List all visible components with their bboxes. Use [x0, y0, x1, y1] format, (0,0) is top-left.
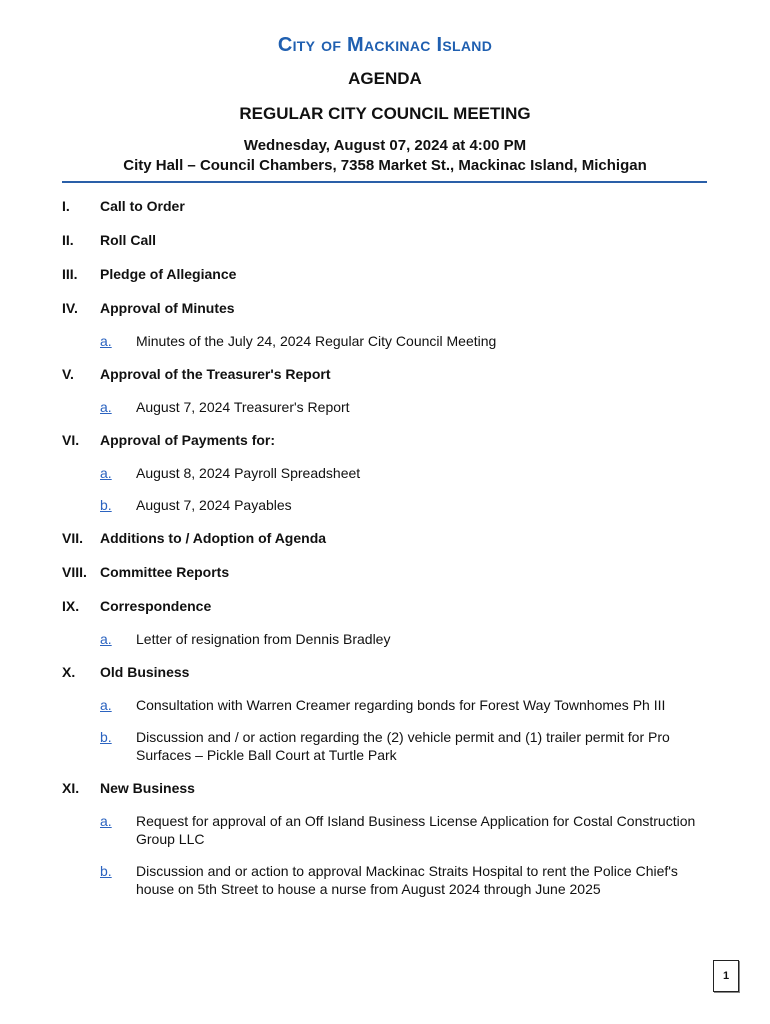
agenda-item-number: VII.: [62, 530, 84, 546]
agenda-item: [62, 264, 707, 284]
agenda-subitem: [62, 464, 707, 482]
agenda-subitem: [62, 696, 707, 714]
agenda-item: [62, 596, 707, 648]
agenda-subitem: [62, 332, 707, 350]
agenda-item-number: IX.: [62, 598, 80, 614]
agenda-item-number: III.: [62, 266, 78, 282]
meeting-location: City Hall – Council Chambers, 7358 Market St., Mackinac Island, Michigan: [123, 157, 647, 174]
agenda-list: [62, 196, 707, 912]
header-divider: [62, 181, 707, 183]
agenda-subitem-link[interactable]: a.: [100, 399, 112, 415]
agenda-item: [62, 562, 707, 582]
agenda-item-title: Roll Call: [100, 232, 157, 248]
agenda-subitem-link[interactable]: b.: [100, 497, 112, 513]
agenda-item-title: Approval of Minutes: [100, 300, 235, 316]
agenda-item: [62, 662, 707, 764]
agenda-subitem-link[interactable]: b.: [100, 729, 112, 745]
agenda-item-number: XI.: [62, 780, 80, 796]
agenda-subitem-text: Discussion and / or action regarding the (2) vehicle permit and (1) trailer permit for Pro Surfaces – Pickle Ball Court at Turtle Park: [136, 729, 670, 763]
agenda-subitem-text: Discussion and or action to approval Mackinac Straits Hospital to rent the Police Chief's house on 5th Street to house a nurse from August 2024 through June 2025: [136, 863, 678, 897]
agenda-item-heading: [62, 778, 707, 798]
agenda-item-title: Old Business: [100, 664, 190, 680]
agenda-item-title: Additions to / Adoption of Agenda: [100, 530, 327, 546]
agenda-subitem-link[interactable]: a.: [100, 813, 112, 829]
agenda-subitem: [62, 630, 707, 648]
city-title: City of Mackinac Island: [277, 34, 493, 56]
agenda-heading: AGENDA: [348, 69, 422, 88]
agenda-subitem: [62, 812, 707, 848]
agenda-subitem-link[interactable]: a.: [100, 465, 112, 481]
agenda-subitem: [62, 862, 707, 898]
agenda-item-number: V.: [62, 366, 74, 382]
agenda-item-number: VIII.: [62, 564, 87, 580]
agenda-subitem: [62, 728, 707, 764]
agenda-subitem: [62, 496, 707, 514]
agenda-item-title: Pledge of Allegiance: [100, 266, 237, 282]
agenda-item: [62, 778, 707, 898]
agenda-item: [62, 196, 707, 216]
agenda-item-title: Approval of the Treasurer's Report: [100, 366, 331, 382]
meeting-title: REGULAR CITY COUNCIL MEETING: [239, 104, 531, 123]
agenda-item-title: Committee Reports: [100, 564, 230, 580]
agenda-item-heading: [62, 264, 707, 284]
agenda-subitem-link[interactable]: a.: [100, 333, 112, 349]
agenda-item: [62, 230, 707, 250]
agenda-item-heading: [62, 196, 707, 216]
agenda-item-heading: [62, 662, 707, 682]
agenda-item-heading: [62, 562, 707, 582]
agenda-item: [62, 528, 707, 548]
agenda-item-heading: [62, 430, 707, 450]
agenda-item-heading: [62, 528, 707, 548]
agenda-item-heading: [62, 230, 707, 250]
agenda-item-number: VI.: [62, 432, 80, 448]
agenda-subitem-text: Minutes of the July 24, 2024 Regular City Council Meeting: [136, 333, 497, 349]
agenda-item-number: II.: [62, 232, 74, 248]
agenda-item-heading: [62, 298, 707, 318]
agenda-item-heading: [62, 596, 707, 616]
agenda-subitem-text: August 8, 2024 Payroll Spreadsheet: [136, 465, 361, 481]
agenda-item: [62, 298, 707, 350]
agenda-item-title: Call to Order: [100, 198, 185, 214]
agenda-subitem-text: August 7, 2024 Payables: [136, 497, 292, 513]
agenda-subitem-text: Request for approval of an Off Island Business License Application for Costal Construction Group LLC: [136, 813, 696, 847]
agenda-item-number: IV.: [62, 300, 78, 316]
agenda-item-title: Approval of Payments for:: [100, 432, 276, 448]
meeting-date: Wednesday, August 07, 2024 at 4:00 PM: [243, 137, 527, 154]
agenda-item-heading: [62, 364, 707, 384]
agenda-item: [62, 430, 707, 514]
agenda-item-number: X.: [62, 664, 76, 680]
agenda-subitem-text: August 7, 2024 Treasurer's Report: [136, 399, 350, 415]
agenda-subitem-text: Letter of resignation from Dennis Bradley: [136, 631, 391, 647]
page-number: 1: [713, 960, 739, 992]
agenda-item-number: I.: [62, 198, 70, 214]
agenda-subitem: [62, 398, 707, 416]
agenda-item-title: Correspondence: [100, 598, 212, 614]
agenda-subitem-link[interactable]: a.: [100, 697, 112, 713]
agenda-item: [62, 364, 707, 416]
agenda-subitem-link[interactable]: a.: [100, 631, 112, 647]
agenda-item-title: New Business: [100, 780, 195, 796]
agenda-subitem-text: Consultation with Warren Creamer regarding bonds for Forest Way Townhomes Ph III: [136, 697, 666, 713]
agenda-subitem-link[interactable]: b.: [100, 863, 112, 879]
